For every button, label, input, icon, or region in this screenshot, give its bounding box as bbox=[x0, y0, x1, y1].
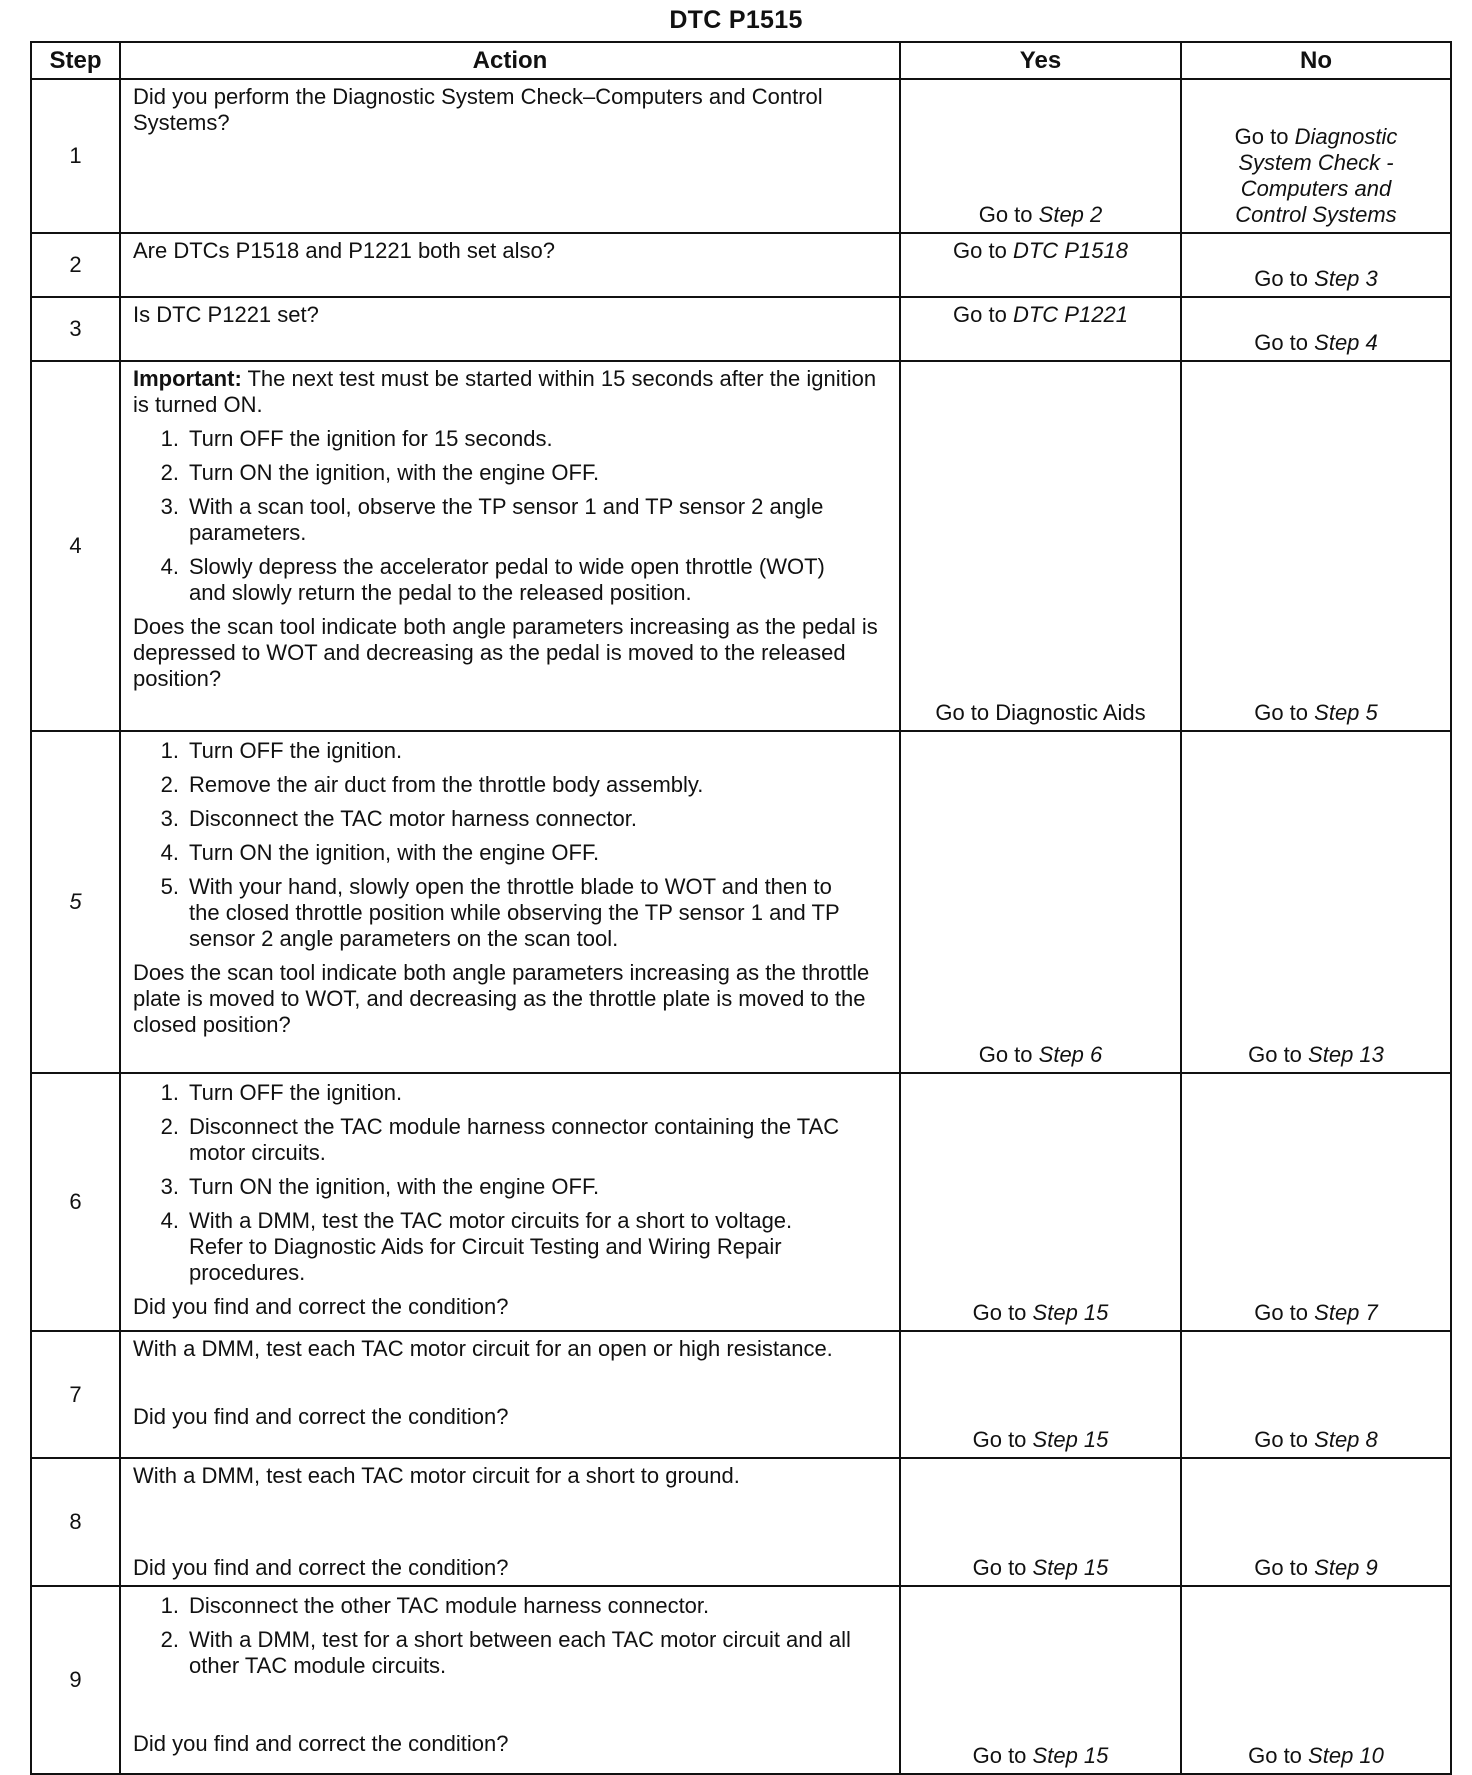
table-row bbox=[31, 1331, 1451, 1458]
no-ref: Step 13 bbox=[1308, 1042, 1384, 1067]
yes-prefix: Go to bbox=[972, 1743, 1027, 1768]
table-row bbox=[31, 361, 1451, 731]
yes-prefix: Go to bbox=[978, 1042, 1033, 1067]
question-text: Does the scan tool indicate both angle parameters increasing as the pedal is depressed to WOT and decreasing as the pedal is moved to the released position? bbox=[133, 614, 878, 691]
list-item: 1. Turn OFF the ignition for 15 seconds. bbox=[160, 426, 553, 451]
no-ref: Step 7 bbox=[1314, 1300, 1378, 1325]
yes-text: Go to Diagnostic Aids bbox=[935, 700, 1146, 725]
no-prefix: Go to bbox=[1254, 1555, 1309, 1580]
action-steps bbox=[133, 1593, 891, 1679]
action-text: With a DMM, test each TAC motor circuit for an open or high resistance. bbox=[133, 1336, 833, 1361]
list-item: 4. With a DMM, test the TAC motor circuits for a short to voltage. Refer to Diagnostic Aids for Circuit Testing and Wiring Repair procedures. bbox=[160, 1208, 793, 1285]
table-row bbox=[31, 1586, 1451, 1774]
action-cell bbox=[120, 1586, 900, 1774]
action-cell bbox=[120, 1458, 900, 1586]
header-yes: Yes bbox=[900, 42, 1181, 79]
list-item: 1. Disconnect the other TAC module harness connector. bbox=[160, 1593, 710, 1618]
yes-cell bbox=[900, 1073, 1181, 1331]
action-cell bbox=[120, 731, 900, 1073]
list-item: 4. Slowly depress the accelerator pedal to wide open throttle (WOT) and slowly return the pedal to the released position. bbox=[160, 554, 825, 605]
no-cell bbox=[1181, 1331, 1451, 1458]
yes-prefix: Go to bbox=[953, 238, 1007, 263]
yes-ref: Step 6 bbox=[1038, 1042, 1103, 1067]
yes-ref: DTC P1221 bbox=[1012, 302, 1128, 327]
list-item: 3. Disconnect the TAC motor harness connector. bbox=[160, 806, 637, 831]
step-number: 2 bbox=[31, 233, 120, 297]
action-cell bbox=[120, 297, 900, 361]
yes-ref: Step 15 bbox=[1032, 1300, 1109, 1325]
action-cell bbox=[120, 1331, 900, 1458]
action-steps bbox=[133, 738, 891, 952]
yes-cell bbox=[900, 297, 1181, 361]
table-row bbox=[31, 233, 1451, 297]
spacer bbox=[133, 1362, 891, 1404]
no-cell bbox=[1181, 361, 1451, 731]
table-row bbox=[31, 1458, 1451, 1586]
list-item: 2. Remove the air duct from the throttle body assembly. bbox=[160, 772, 704, 797]
action-steps bbox=[133, 1080, 891, 1286]
action-text: Is DTC P1221 set? bbox=[133, 302, 319, 327]
yes-prefix: Go to bbox=[953, 302, 1007, 327]
no-cell bbox=[1181, 731, 1451, 1073]
question-text: Did you find and correct the condition? bbox=[133, 1731, 509, 1756]
table-row bbox=[31, 297, 1451, 361]
action-steps bbox=[133, 426, 891, 606]
important-note bbox=[133, 366, 891, 418]
list-item: 3. Turn ON the ignition, with the engine OFF. bbox=[160, 1174, 600, 1199]
yes-ref: Step 2 bbox=[1038, 202, 1103, 227]
question-text: Did you find and correct the condition? bbox=[133, 1294, 509, 1319]
yes-ref: Step 15 bbox=[1032, 1427, 1109, 1452]
question-text: Does the scan tool indicate both angle parameters increasing as the throttle plate is moved to WOT, and decreasing as the throttle plate is moved to the closed position? bbox=[133, 960, 870, 1037]
no-prefix: Go to bbox=[1248, 1743, 1302, 1768]
action-text: With a DMM, test each TAC motor circuit for a short to ground. bbox=[133, 1463, 740, 1488]
action-cell bbox=[120, 361, 900, 731]
action-text: Did you perform the Diagnostic System Check–Computers and Control Systems? bbox=[133, 84, 823, 135]
no-cell bbox=[1181, 1073, 1451, 1331]
table-row bbox=[31, 1073, 1451, 1331]
yes-prefix: Go to bbox=[972, 1555, 1027, 1580]
no-prefix: Go to bbox=[1254, 1427, 1309, 1452]
list-item: 4. Turn ON the ignition, with the engine OFF. bbox=[160, 840, 600, 865]
yes-prefix: Go to bbox=[972, 1300, 1027, 1325]
list-item: 5. With your hand, slowly open the throttle blade to WOT and then to the closed throttle position while observing the TP sensor 1 and TP sensor 2 angle parameters on the scan tool. bbox=[160, 874, 840, 951]
no-cell bbox=[1181, 1586, 1451, 1774]
header-step: Step bbox=[31, 42, 120, 79]
no-ref: Step 4 bbox=[1314, 330, 1378, 355]
list-item: 2. Disconnect the TAC module harness connector containing the TAC motor circuits. bbox=[160, 1114, 840, 1165]
no-ref: Step 10 bbox=[1308, 1743, 1384, 1768]
header-no: No bbox=[1181, 42, 1451, 79]
no-prefix: Go to bbox=[1234, 124, 1289, 149]
step-number: 3 bbox=[31, 297, 120, 361]
action-cell bbox=[120, 79, 900, 233]
no-ref: Step 3 bbox=[1314, 266, 1378, 291]
no-prefix: Go to bbox=[1254, 266, 1309, 291]
no-cell bbox=[1181, 233, 1451, 297]
page-title: DTC P1515 bbox=[669, 6, 803, 34]
step-number: 4 bbox=[31, 361, 120, 731]
yes-prefix: Go to bbox=[978, 202, 1033, 227]
action-cell bbox=[120, 233, 900, 297]
no-ref: Step 8 bbox=[1314, 1427, 1378, 1452]
list-item: 2. With a DMM, test for a short between each TAC motor circuit and all other TAC module circuits. bbox=[160, 1627, 851, 1678]
list-item: 1. Turn OFF the ignition. bbox=[160, 1080, 403, 1105]
step-number: 7 bbox=[31, 1331, 120, 1458]
no-prefix: Go to bbox=[1254, 330, 1309, 355]
yes-cell bbox=[900, 1458, 1181, 1586]
step-number: 1 bbox=[31, 79, 120, 233]
yes-cell bbox=[900, 79, 1181, 233]
step-number: 5 bbox=[31, 731, 120, 1073]
spacer bbox=[133, 1489, 891, 1555]
no-prefix: Go to bbox=[1248, 1042, 1302, 1067]
yes-cell bbox=[900, 731, 1181, 1073]
yes-cell bbox=[900, 1331, 1181, 1458]
table-row bbox=[31, 79, 1451, 233]
yes-cell bbox=[900, 233, 1181, 297]
question-text: Did you find and correct the condition? bbox=[133, 1404, 509, 1429]
important-text: The next test must be started within 15 seconds after the ignition is turned ON. bbox=[133, 366, 877, 417]
yes-ref: Step 15 bbox=[1032, 1555, 1109, 1580]
yes-ref: Step 15 bbox=[1032, 1743, 1109, 1768]
diagnostic-table bbox=[30, 41, 1452, 1775]
no-cell bbox=[1181, 297, 1451, 361]
no-cell bbox=[1181, 1458, 1451, 1586]
table-row bbox=[31, 731, 1451, 1073]
important-label: Important: bbox=[133, 366, 242, 391]
yes-prefix: Go to bbox=[972, 1427, 1027, 1452]
action-cell bbox=[120, 1073, 900, 1331]
list-item: 1. Turn OFF the ignition. bbox=[160, 738, 403, 763]
step-number: 8 bbox=[31, 1458, 120, 1586]
list-item: 2. Turn ON the ignition, with the engine OFF. bbox=[160, 460, 600, 485]
step-number: 9 bbox=[31, 1586, 120, 1774]
table-header-row bbox=[31, 42, 1451, 79]
yes-ref: DTC P1518 bbox=[1012, 238, 1128, 263]
no-prefix: Go to bbox=[1254, 1300, 1309, 1325]
action-text: Are DTCs P1518 and P1221 both set also? bbox=[133, 238, 555, 263]
no-ref: Diagnostic System Check - Computers and Control Systems bbox=[1235, 124, 1398, 227]
list-item: 3. With a scan tool, observe the TP sensor 1 and TP sensor 2 angle parameters. bbox=[160, 494, 824, 545]
no-ref: Step 9 bbox=[1314, 1555, 1378, 1580]
header-action: Action bbox=[120, 42, 900, 79]
question-text: Did you find and correct the condition? bbox=[133, 1555, 509, 1580]
no-cell bbox=[1181, 79, 1451, 233]
yes-cell bbox=[900, 1586, 1181, 1774]
yes-cell bbox=[900, 361, 1181, 731]
spacer bbox=[133, 1687, 891, 1731]
no-prefix: Go to bbox=[1254, 700, 1309, 725]
no-ref: Step 5 bbox=[1314, 700, 1378, 725]
step-number: 6 bbox=[31, 1073, 120, 1331]
